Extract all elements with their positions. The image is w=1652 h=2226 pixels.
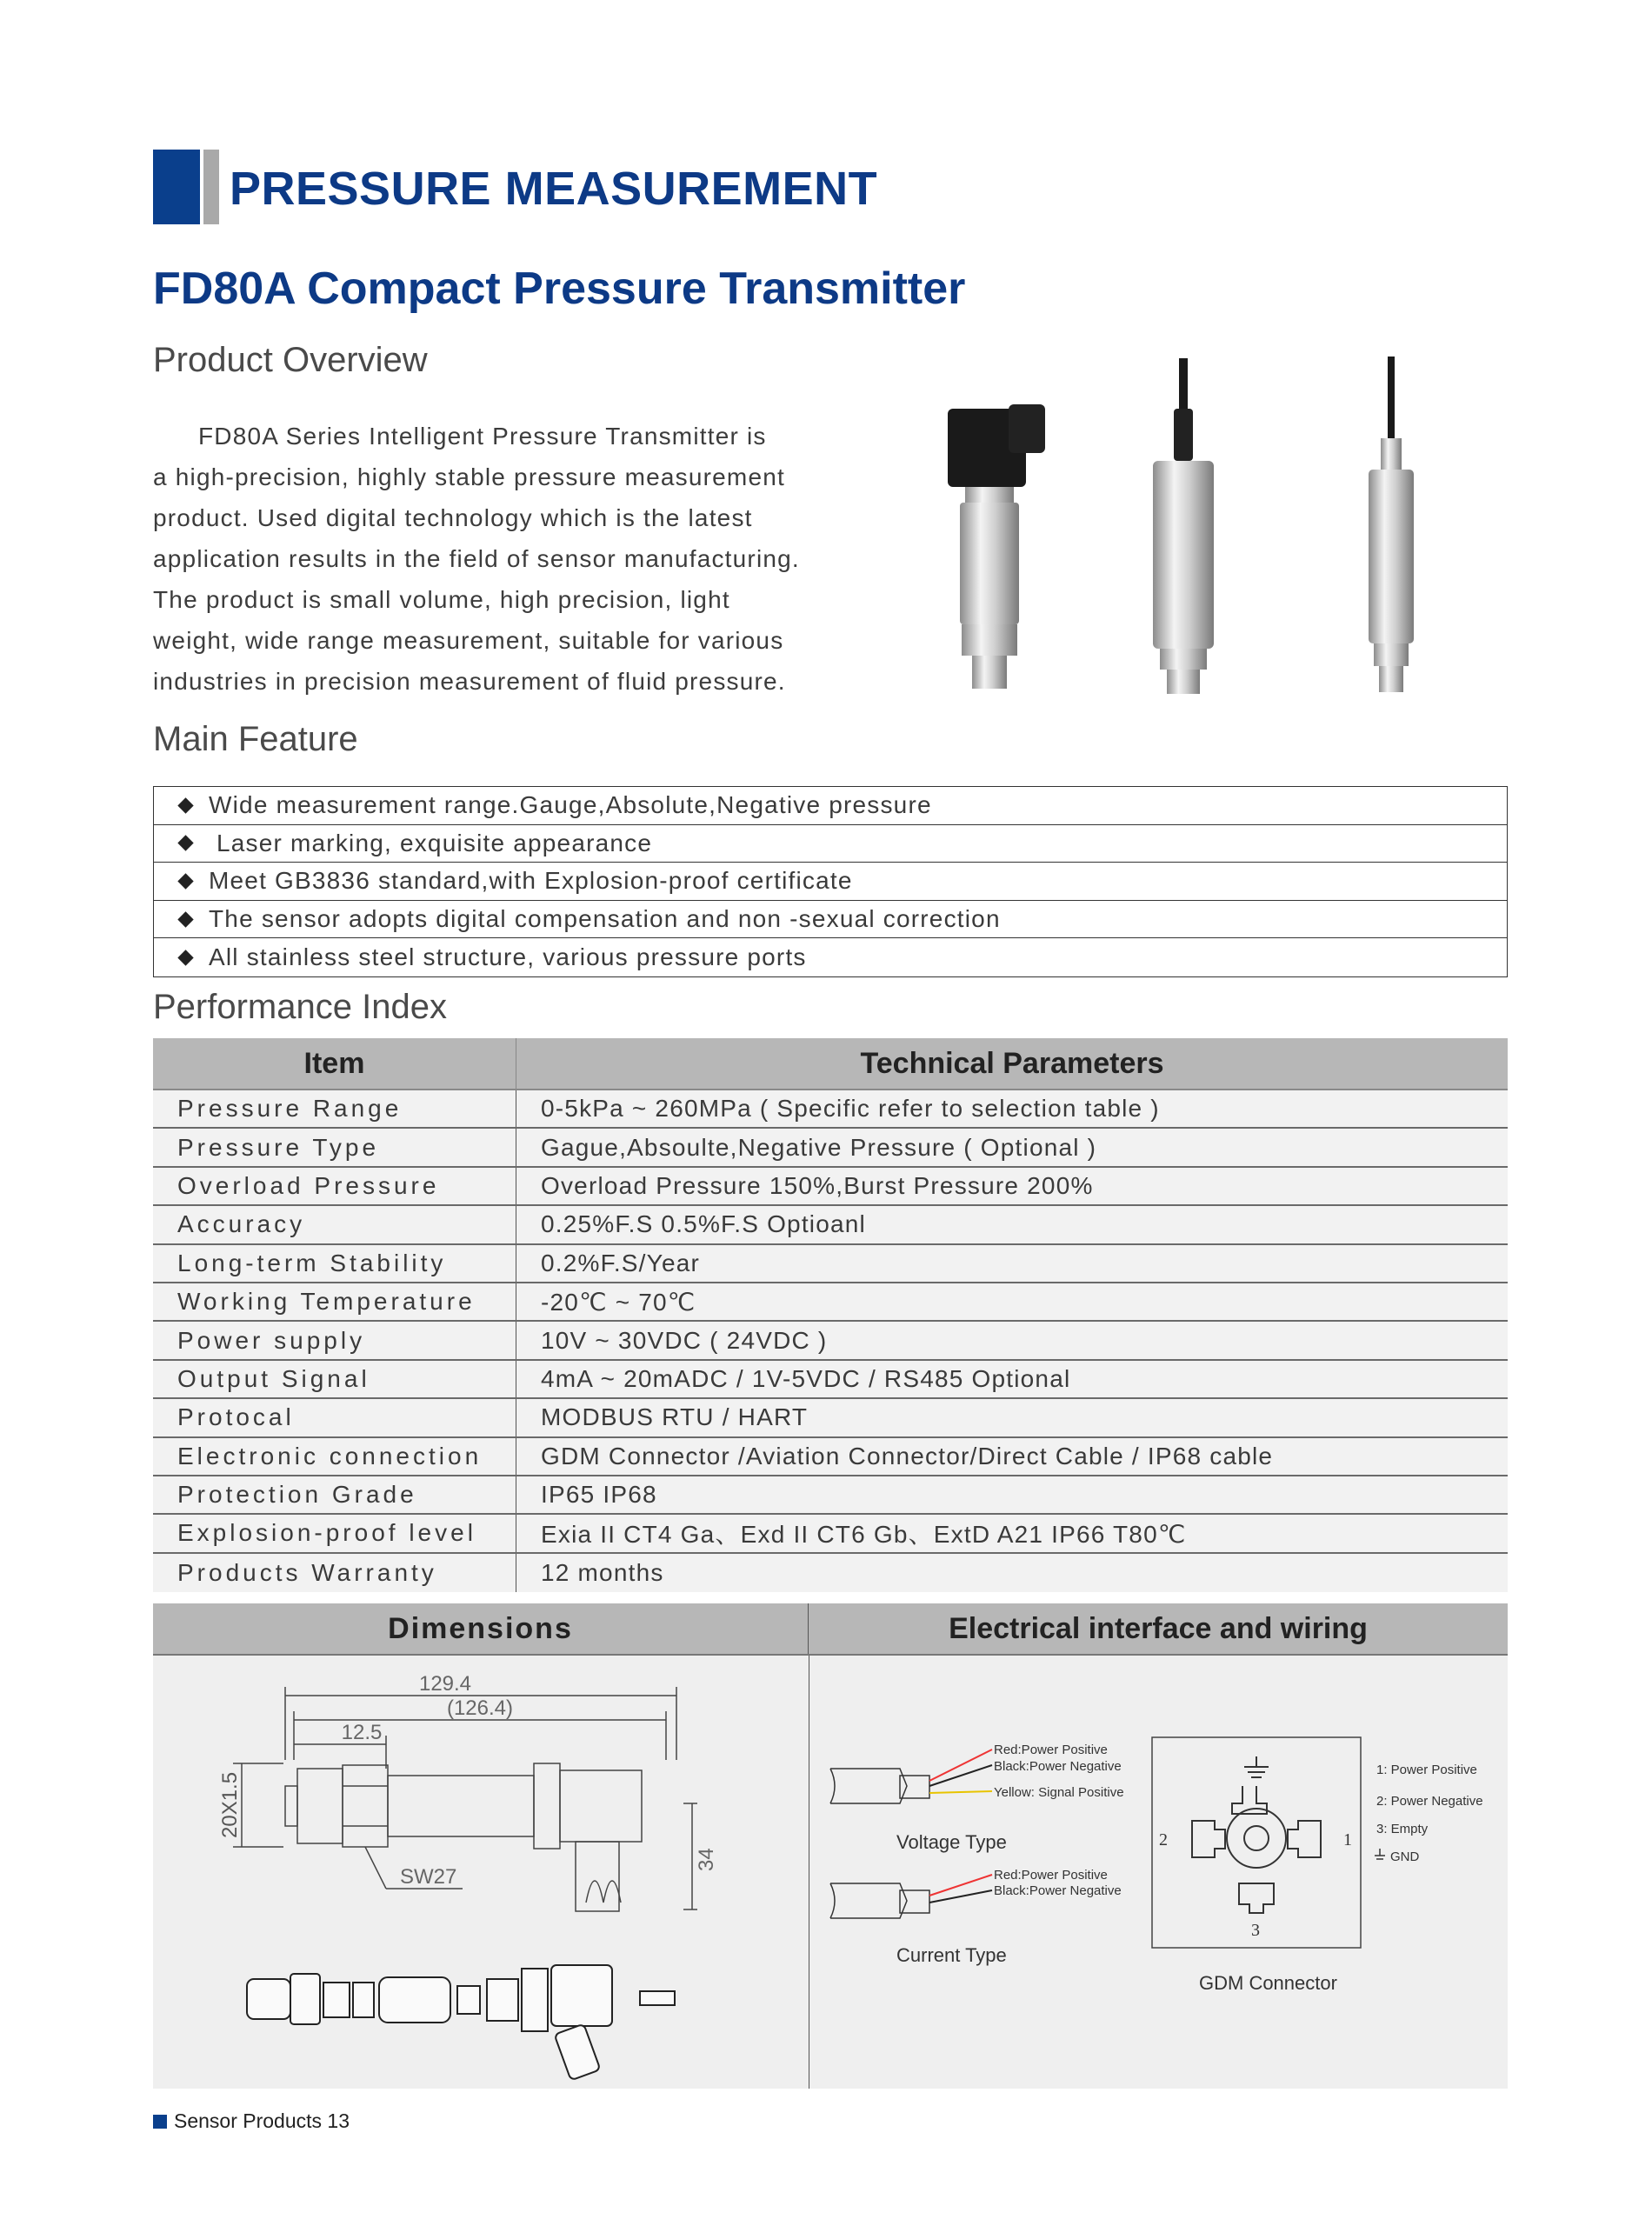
feature-heading: Main Feature: [153, 720, 358, 758]
footer-page-label: Sensor Products 13: [174, 2109, 350, 2132]
dimensions-panel: [153, 1603, 1508, 2089]
legend-pin-1: 1: Power Positive: [1376, 1763, 1477, 1777]
performance-row: [153, 1438, 1508, 1476]
feature-row: Meet GB3836 standard,with Explosion-proof certificate: [154, 863, 1507, 901]
dimension-drawing: [153, 1656, 809, 2089]
wiring-diagram: [809, 1656, 1508, 2089]
dimensions-header: [153, 1603, 1508, 1656]
dim-height: 34: [695, 1848, 718, 1871]
overview-line: product. Used digital technology which is the latest: [153, 504, 753, 531]
product-photos: [922, 348, 1443, 704]
dimensions-heading: Dimensions: [153, 1603, 809, 1654]
diamond-bullet-icon: [177, 911, 193, 927]
voltage-red-label: Red:Power Positive: [994, 1743, 1108, 1757]
col-header-params: Technical Parameters: [860, 1046, 1164, 1080]
header-gray-block: [203, 150, 219, 224]
col-header-item: Item: [153, 1038, 516, 1089]
performance-value: 10V ~ 30VDC ( 24VDC ): [541, 1326, 828, 1354]
performance-value: 0.25%F.S 0.5%F.S Optioanl: [541, 1210, 866, 1238]
product-photo-din: [948, 404, 1045, 689]
performance-table: [153, 1038, 1508, 1592]
performance-heading: Performance Index: [153, 988, 447, 1026]
gdm-connector-pins: [1192, 1756, 1321, 1913]
ground-icon: [1375, 1849, 1385, 1859]
performance-item: Electronic connection: [153, 1438, 516, 1475]
product-title: FD80A Compact Pressure Transmitter: [153, 263, 966, 314]
overview-heading: Product Overview: [153, 341, 428, 379]
product-photo-slim: [1369, 357, 1414, 692]
feature-row: The sensor adopts digital compensation and non -sexual correction: [154, 901, 1507, 939]
exploded-view: [247, 1965, 675, 2080]
performance-row: [153, 1554, 1508, 1592]
voltage-black-label: Black:Power Negative: [994, 1759, 1122, 1774]
performance-item: Pressure Range: [153, 1090, 516, 1127]
overview-text: [153, 416, 849, 702]
dim-thread-length: 12.5: [341, 1721, 383, 1744]
dim-total-length: 129.4: [418, 1672, 472, 1696]
product-photo-cable: [1153, 358, 1214, 694]
current-type-label: Current Type: [896, 1944, 1007, 1966]
performance-value: Overload Pressure 150%,Burst Pressure 200%: [541, 1171, 1094, 1199]
gdm-connector-box: [1152, 1737, 1361, 1948]
legend-pin-2: 2: Power Negative: [1376, 1794, 1483, 1809]
feature-row: All stainless steel structure, various pressure ports: [154, 938, 1507, 976]
performance-item: Power supply: [153, 1322, 516, 1358]
performance-value: 0-5kPa ~ 260MPa ( Specific refer to selection table ): [541, 1095, 1160, 1123]
voltage-type-label: Voltage Type: [896, 1831, 1007, 1853]
performance-item: Output Signal: [153, 1361, 516, 1397]
section-title: PRESSURE MEASUREMENT: [230, 163, 878, 215]
header-blue-block: [153, 150, 200, 224]
pin-1-label: 1: [1343, 1830, 1352, 1849]
performance-value: 12 months: [541, 1558, 664, 1586]
performance-row: [153, 1283, 1508, 1322]
performance-row: [153, 1361, 1508, 1399]
diamond-bullet-icon: [177, 797, 193, 813]
performance-value: IP65 IP68: [541, 1481, 657, 1509]
pin-3-label: 3: [1251, 1921, 1260, 1940]
dim-wrench-size: SW27: [400, 1865, 457, 1889]
performance-item: Working Temperature: [153, 1283, 516, 1320]
dim-alt-length: (126.4): [446, 1696, 514, 1720]
dim-thread-size: 20X1.5: [218, 1771, 242, 1838]
performance-row: [153, 1476, 1508, 1515]
performance-value: -20℃ ~ 70℃: [541, 1288, 696, 1316]
overview-line: industries in precision measurement of fluid pressure.: [153, 668, 786, 695]
current-cable: [830, 1883, 929, 1918]
current-red-label: Red:Power Positive: [994, 1868, 1108, 1883]
performance-row: [153, 1206, 1508, 1244]
overview-line: The product is small volume, high precision, light: [153, 586, 730, 613]
performance-value: MODBUS RTU / HART: [541, 1403, 809, 1431]
performance-item: Products Warranty: [153, 1554, 516, 1592]
performance-row: [153, 1322, 1508, 1360]
feature-row: Wide measurement range.Gauge,Absolute,Negative pressure: [154, 787, 1507, 825]
legend-gnd: GND: [1390, 1849, 1420, 1864]
performance-value: GDM Connector /Aviation Connector/Direct Cable / IP68 cable: [541, 1442, 1274, 1470]
performance-row: [153, 1090, 1508, 1129]
wiring-heading: Electrical interface and wiring: [949, 1611, 1368, 1645]
diamond-bullet-icon: [177, 950, 193, 965]
current-black-label: Black:Power Negative: [994, 1883, 1122, 1898]
performance-value: 0.2%F.S/Year: [541, 1249, 701, 1276]
performance-item: Long-term Stability: [153, 1245, 516, 1282]
performance-row: [153, 1168, 1508, 1206]
overview-line: FD80A Series Intelligent Pressure Transmitter is: [198, 423, 767, 450]
feature-table: [153, 786, 1508, 977]
performance-row: [153, 1515, 1508, 1553]
performance-item: Protocal: [153, 1399, 516, 1436]
performance-item: Pressure Type: [153, 1129, 516, 1165]
performance-row: [153, 1399, 1508, 1437]
performance-item: Protection Grade: [153, 1476, 516, 1513]
feature-row: Laser marking, exquisite appearance: [154, 825, 1507, 863]
overview-line: a high-precision, highly stable pressure measurement: [153, 463, 785, 490]
performance-item: Accuracy: [153, 1206, 516, 1243]
performance-value: 4mA ~ 20mADC / 1V-5VDC / RS485 Optional: [541, 1364, 1071, 1392]
overview-line: application results in the field of sensor manufacturing.: [153, 545, 800, 572]
performance-table-header: [153, 1038, 1508, 1090]
performance-value: Exia II CT4 Ga、Exd II CT6 Gb、ExtD A21 IP66 T80℃: [541, 1521, 1187, 1549]
performance-value: Gague,Absoulte,Negative Pressure ( Optional ): [541, 1133, 1097, 1161]
performance-row: [153, 1129, 1508, 1167]
performance-item: Overload Pressure: [153, 1168, 516, 1204]
legend-pin-3: 3: Empty: [1376, 1822, 1429, 1836]
voltage-yellow-label: Yellow: Signal Positive: [994, 1785, 1124, 1800]
performance-item: Explosion-proof level: [153, 1515, 516, 1551]
pin-2-label: 2: [1159, 1830, 1168, 1849]
gdm-connector-label: GDM Connector: [1199, 1972, 1337, 1994]
diamond-bullet-icon: [177, 836, 193, 851]
footer-square-icon: [153, 2115, 167, 2129]
performance-row: [153, 1245, 1508, 1283]
overview-line: weight, wide range measurement, suitable for various: [153, 627, 784, 654]
diamond-bullet-icon: [177, 873, 193, 889]
voltage-cable: [830, 1769, 929, 1803]
